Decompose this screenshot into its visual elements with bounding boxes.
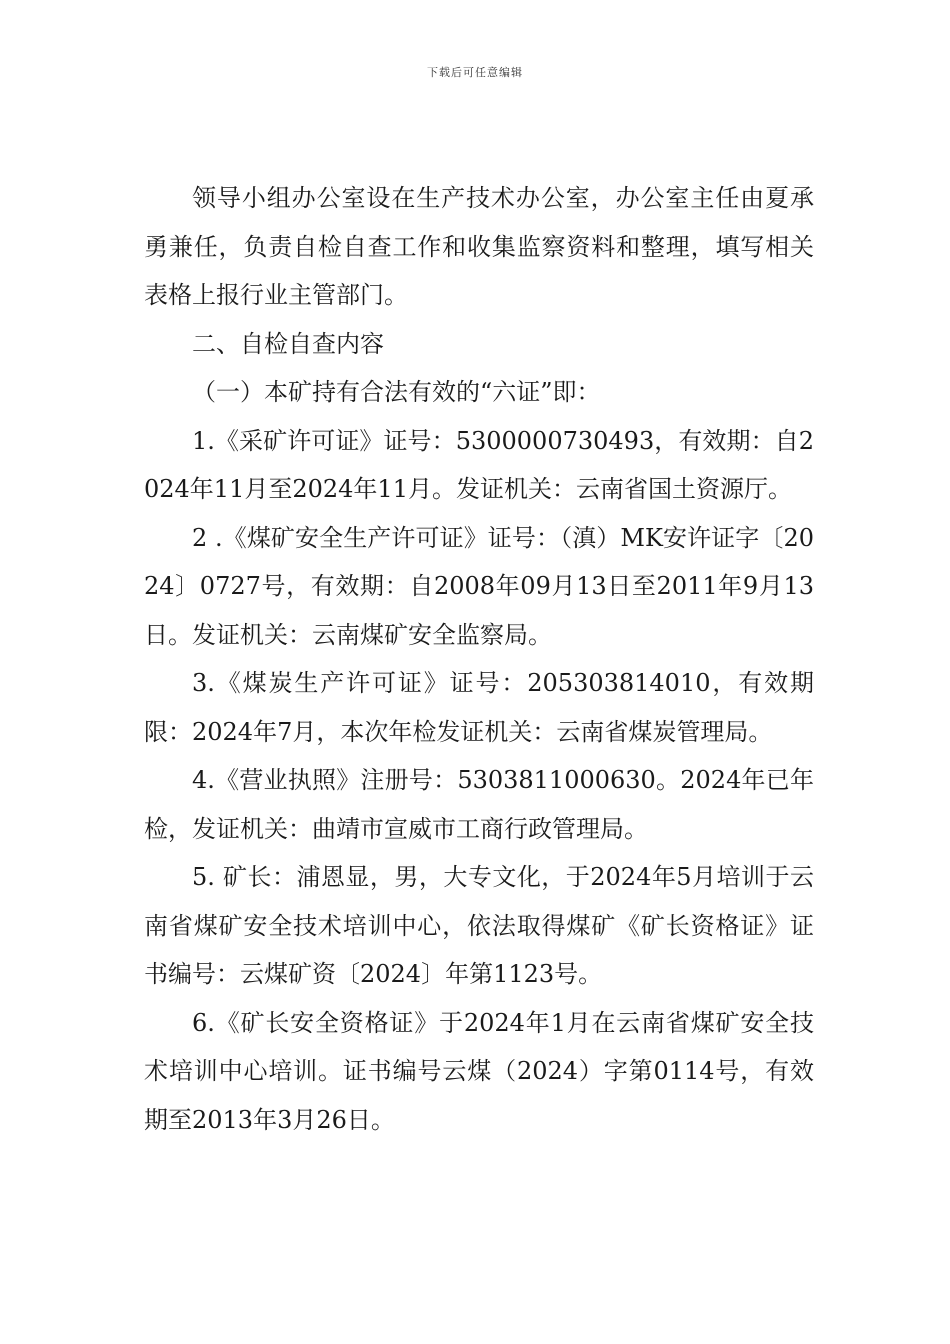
list-item-manager-safety-certificate: 6.《矿长安全资格证》于2024年1月在云南省煤矿安全技术培训中心培训。证书编号云煤（2024）字第0114号，有效期至2013年3月26日。	[144, 1008, 814, 1134]
document-body	[144, 174, 814, 1144]
subsection-heading-six-certificates: （一）本矿持有合法有效的“六证”即：	[192, 378, 601, 406]
page-header-note: 下载后可任意编辑	[427, 66, 523, 79]
list-item-safety-production-permit: 2 .《煤矿安全生产许可证》证号：（滇）MK安许证字〔2024〕0727号，有效期：自2008年09月13日至2011年9月13日。发证机关：云南煤矿安全监察局。	[144, 523, 814, 649]
list-item-business-license: 4.《营业执照》注册号：5303811000630。2024年已年检，发证机关：曲靖市宣威市工商行政管理局。	[144, 766, 814, 843]
list-item-coal-production-permit: 3.《煤炭生产许可证》证号：205303814010，有效期限：2024年7月，本次年检发证机关：云南省煤炭管理局。	[144, 669, 814, 746]
list-item-mine-manager-qualification: 5. 矿长：浦恩显，男，大专文化，于2024年5月培训于云南省煤矿安全技术培训中心，依法取得煤矿《矿长资格证》证书编号：云煤矿资〔2024〕年第1123号。	[144, 863, 814, 988]
list-item-mining-permit: 1.《采矿许可证》证号：5300000730493，有效期：自2024年11月至2024年11月。发证机关：云南省国土资源厅。	[144, 426, 814, 503]
paragraph-leadership-office: 领导小组办公室设在生产技术办公室，办公室主任由夏承勇兼任，负责自检自查工作和收集监察资料和整理，填写相关表格上报行业主管部门。	[144, 184, 814, 309]
section-heading-self-inspection: 二、自检自查内容	[192, 329, 384, 358]
